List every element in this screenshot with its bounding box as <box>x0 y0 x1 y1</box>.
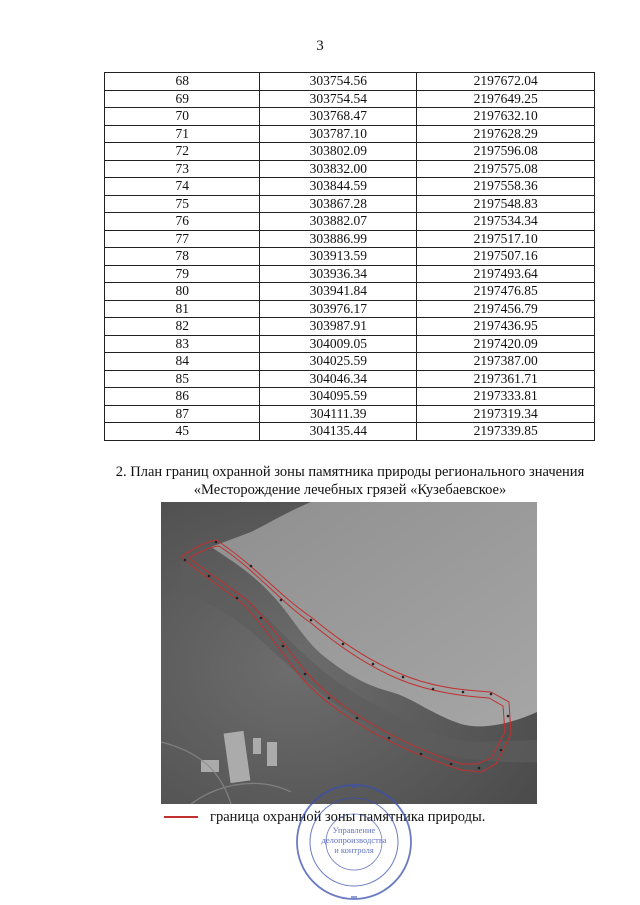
point-number-cell: 80 <box>105 283 260 301</box>
y-coordinate-cell: 2197596.08 <box>417 143 595 161</box>
point-number-cell: 73 <box>105 160 260 178</box>
x-coordinate-cell: 303976.17 <box>260 300 417 318</box>
table-row <box>105 283 595 301</box>
point-number-cell: 84 <box>105 353 260 371</box>
point-number-cell: 86 <box>105 388 260 406</box>
table-row <box>105 73 595 91</box>
point-number-cell: 82 <box>105 318 260 336</box>
x-coordinate-cell: 303867.28 <box>260 195 417 213</box>
x-coordinate-cell: 304046.34 <box>260 370 417 388</box>
table-row <box>105 388 595 406</box>
table-row <box>105 230 595 248</box>
table-row <box>105 318 595 336</box>
table-row <box>105 300 595 318</box>
point-number-cell: 45 <box>105 423 260 441</box>
table-row <box>105 248 595 266</box>
x-coordinate-cell: 303787.10 <box>260 125 417 143</box>
page-number: 3 <box>316 38 324 54</box>
point-number-cell: 78 <box>105 248 260 266</box>
x-coordinate-cell: 303754.56 <box>260 73 417 91</box>
stamp-text-line-2: делопроизводства <box>321 835 387 845</box>
point-number-cell: 76 <box>105 213 260 231</box>
section-title-line-1: 2. План границ охранной зоны памятника природы регионального значения <box>115 464 585 480</box>
y-coordinate-cell: 2197339.85 <box>417 423 595 441</box>
y-coordinate-cell: 2197361.71 <box>417 370 595 388</box>
x-coordinate-cell: 304025.59 <box>260 353 417 371</box>
y-coordinate-cell: 2197632.10 <box>417 108 595 126</box>
point-number-cell: 79 <box>105 265 260 283</box>
y-coordinate-cell: 2197493.64 <box>417 265 595 283</box>
x-coordinate-cell: 304095.59 <box>260 388 417 406</box>
point-number-cell: 77 <box>105 230 260 248</box>
y-coordinate-cell: 2197507.16 <box>417 248 595 266</box>
table-row <box>105 423 595 441</box>
legend-line-swatch <box>164 816 198 818</box>
point-number-cell: 71 <box>105 125 260 143</box>
table-row <box>105 125 595 143</box>
y-coordinate-cell: 2197476.85 <box>417 283 595 301</box>
point-number-cell: 68 <box>105 73 260 91</box>
x-coordinate-cell: 303886.99 <box>260 230 417 248</box>
table-row <box>105 213 595 231</box>
y-coordinate-cell: 2197319.34 <box>417 405 595 423</box>
y-coordinate-cell: 2197420.09 <box>417 335 595 353</box>
point-number-cell: 75 <box>105 195 260 213</box>
section-title <box>60 463 640 499</box>
table-row <box>105 160 595 178</box>
coordinates-table-body <box>105 73 595 441</box>
x-coordinate-cell: 303768.47 <box>260 108 417 126</box>
table-row <box>105 195 595 213</box>
y-coordinate-cell: 2197558.36 <box>417 178 595 196</box>
y-coordinate-cell: 2197628.29 <box>417 125 595 143</box>
y-coordinate-cell: 2197436.95 <box>417 318 595 336</box>
x-coordinate-cell: 304009.05 <box>260 335 417 353</box>
y-coordinate-cell: 2197456.79 <box>417 300 595 318</box>
point-number-cell: 74 <box>105 178 260 196</box>
x-coordinate-cell: 303844.59 <box>260 178 417 196</box>
table-row <box>105 265 595 283</box>
x-coordinate-cell: 303936.34 <box>260 265 417 283</box>
x-coordinate-cell: 303882.07 <box>260 213 417 231</box>
y-coordinate-cell: 2197649.25 <box>417 90 595 108</box>
stamp-text-line-1: Управление <box>332 825 376 835</box>
table-row <box>105 178 595 196</box>
x-coordinate-cell: 303832.00 <box>260 160 417 178</box>
y-coordinate-cell: 2197517.10 <box>417 230 595 248</box>
table-row <box>105 108 595 126</box>
table-row <box>105 90 595 108</box>
legend-text: граница охранной зоны памятника природы. <box>210 808 486 825</box>
y-coordinate-cell: 2197333.81 <box>417 388 595 406</box>
x-coordinate-cell: 303754.54 <box>260 90 417 108</box>
table-row <box>105 143 595 161</box>
satellite-map <box>161 502 537 804</box>
table-row <box>105 405 595 423</box>
x-coordinate-cell: 303913.59 <box>260 248 417 266</box>
table-row <box>105 335 595 353</box>
table-row <box>105 353 595 371</box>
x-coordinate-cell: 304135.44 <box>260 423 417 441</box>
point-number-cell: 87 <box>105 405 260 423</box>
y-coordinate-cell: 2197575.08 <box>417 160 595 178</box>
point-number-cell: 81 <box>105 300 260 318</box>
section-title-line-2: «Месторождение лечебных грязей «Кузебаевское» <box>193 482 507 498</box>
x-coordinate-cell: 303987.91 <box>260 318 417 336</box>
official-stamp <box>294 782 414 902</box>
coordinates-table <box>104 72 595 441</box>
point-number-cell: 72 <box>105 143 260 161</box>
x-coordinate-cell: 303941.84 <box>260 283 417 301</box>
table-row <box>105 370 595 388</box>
x-coordinate-cell: 304111.39 <box>260 405 417 423</box>
point-number-cell: 70 <box>105 108 260 126</box>
point-number-cell: 69 <box>105 90 260 108</box>
y-coordinate-cell: 2197672.04 <box>417 73 595 91</box>
y-coordinate-cell: 2197387.00 <box>417 353 595 371</box>
y-coordinate-cell: 2197534.34 <box>417 213 595 231</box>
x-coordinate-cell: 303802.09 <box>260 143 417 161</box>
stamp-text-line-3: и контроля <box>334 845 374 855</box>
point-number-cell: 85 <box>105 370 260 388</box>
y-coordinate-cell: 2197548.83 <box>417 195 595 213</box>
point-number-cell: 83 <box>105 335 260 353</box>
